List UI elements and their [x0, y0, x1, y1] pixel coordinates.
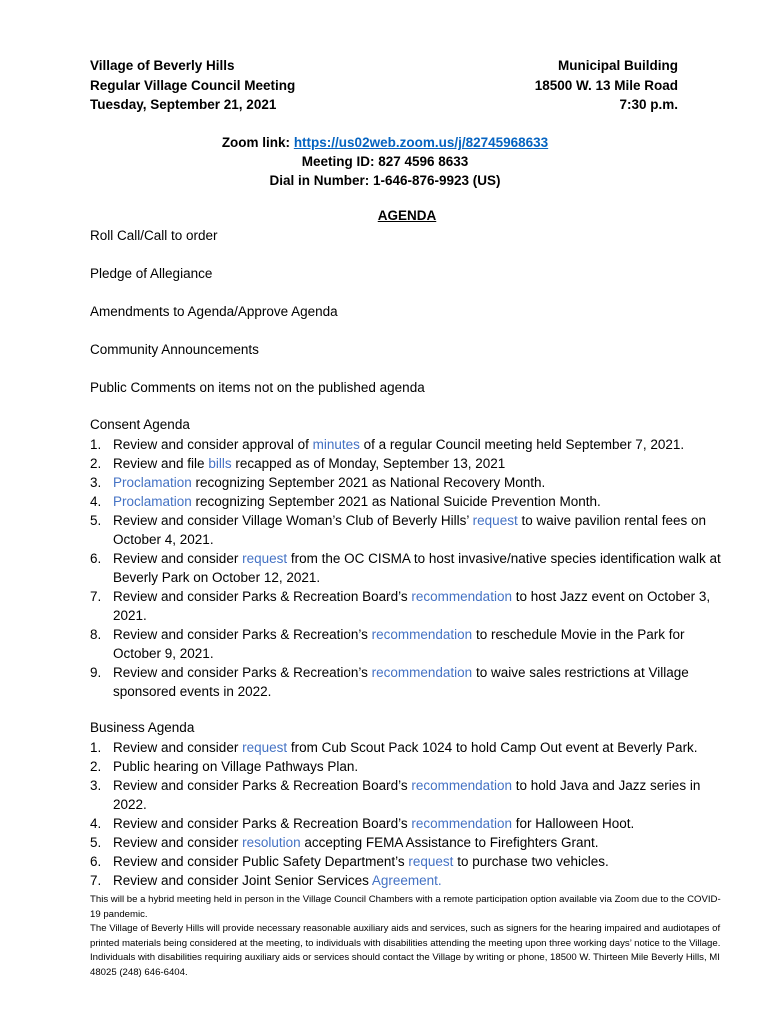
hybrid-meeting-note: This will be a hybrid meeting held in person in the Village Council Chambers with a remote participation option available via Zoom due to the COVID-19 pandemic. — [90, 894, 721, 920]
document-link[interactable]: Proclamation — [113, 494, 192, 509]
meeting-id: Meeting ID: 827 4596 8633 — [301, 154, 469, 169]
item-text — [113, 551, 721, 585]
consent-item — [90, 435, 730, 454]
agenda-title: AGENDA — [377, 208, 437, 223]
item-text-before: Review and consider Joint Senior Services — [113, 873, 372, 888]
item-number: 7. — [90, 873, 102, 888]
item-text-after: for Halloween Hoot. — [511, 816, 635, 831]
business-item — [90, 757, 730, 776]
business-agenda-title: Business Agenda — [90, 720, 195, 735]
amendments-item: Amendments to Agenda/Approve Agenda — [90, 304, 338, 319]
item-text — [113, 494, 601, 509]
consent-item — [90, 663, 730, 701]
item-text-before: Review and consider Public Safety Department’s — [113, 854, 409, 869]
document-link[interactable]: request — [472, 513, 518, 528]
item-number: 9. — [90, 665, 102, 680]
document-link[interactable]: bills — [208, 456, 232, 471]
consent-item — [90, 473, 730, 492]
consent-item — [90, 625, 730, 663]
document-link[interactable]: request — [408, 854, 454, 869]
document-link[interactable]: recommendation — [411, 589, 512, 604]
consent-item — [90, 492, 730, 511]
item-text-after: accepting FEMA Assistance to Firefighters Grant. — [300, 835, 599, 850]
item-text — [113, 627, 685, 661]
consent-item — [90, 587, 730, 625]
item-text-after: of a regular Council meeting held September 7, 2021. — [359, 437, 685, 452]
zoom-link-label: Zoom link: — [221, 135, 294, 150]
footer-notice — [90, 893, 730, 981]
item-text-before: Review and consider Parks & Recreation Board’s — [113, 816, 412, 831]
item-number: 1. — [90, 740, 102, 755]
item-text-before: Public hearing on Village Pathways Plan. — [113, 759, 359, 774]
item-text — [113, 475, 545, 490]
consent-item — [90, 549, 730, 587]
item-text-after: from the OC CISMA to host invasive/native species identification walk at Beverly Park on October 12, 2021. — [113, 551, 721, 585]
item-number: 5. — [90, 835, 102, 850]
document-link[interactable]: Proclamation — [113, 475, 192, 490]
item-number: 6. — [90, 854, 102, 869]
document-link[interactable]: resolution — [242, 835, 301, 850]
item-text-before: Review and consider Parks & Recreation Board’s — [113, 589, 412, 604]
consent-item — [90, 511, 730, 549]
business-item — [90, 738, 730, 757]
item-text — [113, 816, 634, 831]
item-number: 2. — [90, 759, 102, 774]
village-name: Village of Beverly Hills — [90, 58, 235, 73]
item-text-before: Review and consider Village Woman’s Club of Beverly Hills’ — [113, 513, 473, 528]
item-text-after: to waive sales restrictions at Village sponsored events in 2022. — [113, 665, 689, 699]
item-text — [113, 835, 599, 850]
item-text — [113, 854, 609, 869]
zoom-link-line — [0, 133, 770, 152]
item-text-before: Review and consider Parks & Recreation’s — [113, 627, 372, 642]
item-number: 3. — [90, 475, 102, 490]
business-item — [90, 871, 730, 890]
item-number: 3. — [90, 778, 102, 793]
item-text-after: recapped as of Monday, September 13, 2021 — [231, 456, 506, 471]
location-name: Municipal Building — [558, 58, 678, 73]
public-comments-item: Public Comments on items not on the published agenda — [90, 380, 425, 395]
item-number: 5. — [90, 513, 102, 528]
document-link[interactable]: minutes — [312, 437, 360, 452]
item-text-after: to reschedule Movie in the Park for October 9, 2021. — [113, 627, 685, 661]
item-text-before: Review and consider — [113, 551, 243, 566]
document-link[interactable]: request — [242, 740, 288, 755]
item-text-after: from Cub Scout Pack 1024 to hold Camp Out event at Beverly Park. — [287, 740, 698, 755]
item-number: 8. — [90, 627, 102, 642]
item-text — [113, 513, 706, 547]
document-link[interactable]: request — [242, 551, 288, 566]
business-item — [90, 833, 730, 852]
item-text — [113, 778, 700, 812]
item-number: 1. — [90, 437, 102, 452]
header-left — [90, 56, 295, 115]
item-text — [113, 873, 442, 888]
meeting-type: Regular Village Council Meeting — [90, 77, 296, 93]
item-text — [113, 665, 689, 699]
item-number: 2. — [90, 456, 102, 471]
item-text — [113, 456, 505, 471]
document-link[interactable]: recommendation — [371, 627, 473, 642]
item-text-before: Review and consider — [113, 740, 243, 755]
item-text-after: to host Jazz event on October 3, 2021. — [113, 589, 711, 623]
item-text-after: to waive pavilion rental fees on October 4, 2021. — [113, 513, 707, 547]
document-link[interactable]: Agreement. — [371, 873, 442, 888]
item-text — [113, 740, 698, 755]
location-address: 18500 W. 13 Mile Road — [534, 77, 678, 93]
item-text-after: to purchase two vehicles. — [453, 854, 609, 869]
pledge-item: Pledge of Allegiance — [90, 266, 213, 281]
item-text-before: Review and consider — [113, 835, 243, 850]
item-number: 6. — [90, 551, 102, 566]
consent-item — [90, 454, 730, 473]
item-text — [113, 759, 358, 774]
zoom-link[interactable]: https://us02web.zoom.us/j/82745968633 — [293, 135, 549, 150]
item-text-before: Review and consider Parks & Recreation Board’s — [113, 778, 412, 793]
business-item — [90, 814, 730, 833]
meeting-time: 7:30 p.m. — [619, 97, 678, 112]
item-text-before: Review and consider Parks & Recreation’s — [113, 665, 372, 680]
business-item — [90, 776, 730, 814]
item-text — [113, 437, 684, 452]
item-number: 4. — [90, 494, 102, 509]
document-link[interactable]: recommendation — [411, 816, 512, 831]
item-text-after: recognizing September 2021 as National Suicide Prevention Month. — [191, 494, 601, 509]
document-link[interactable]: recommendation — [411, 778, 512, 793]
announcements-item: Community Announcements — [90, 342, 259, 357]
dial-in-number: Dial in Number: 1-646-876-9923 (US) — [269, 173, 501, 188]
zoom-info — [0, 133, 770, 190]
business-item — [90, 852, 730, 871]
item-number: 4. — [90, 816, 102, 831]
consent-agenda-list — [90, 435, 730, 701]
item-text — [113, 589, 710, 623]
item-text-before: Review and file — [113, 456, 209, 471]
business-agenda-list — [90, 738, 730, 890]
roll-call-item: Roll Call/Call to order — [90, 228, 218, 243]
item-number: 7. — [90, 589, 102, 604]
item-text-after: recognizing September 2021 as National Recovery Month. — [191, 475, 546, 490]
meeting-date: Tuesday, September 21, 2021 — [90, 97, 277, 112]
header-right — [535, 56, 678, 115]
consent-agenda-title: Consent Agenda — [90, 417, 190, 432]
item-text-before: Review and consider approval of — [113, 437, 313, 452]
accessibility-note: The Village of Beverly Hills will provide necessary reasonable auxiliary aids and services, such as signers for the hearing impaired and audiotapes of printed materials being considered at the meeting, to individuals with disabilities attending the meeting upon three working days’ notice to the Village. Individuals with disabilities requiring auxiliary aids or services should contact the Village by writing or phone, 18500 W. Thirteen Mile Beverly Hills, MI 48025 (248) 646-6404. — [90, 923, 721, 978]
document-link[interactable]: recommendation — [371, 665, 473, 680]
item-text-after: to hold Java and Jazz series in 2022. — [113, 778, 701, 812]
